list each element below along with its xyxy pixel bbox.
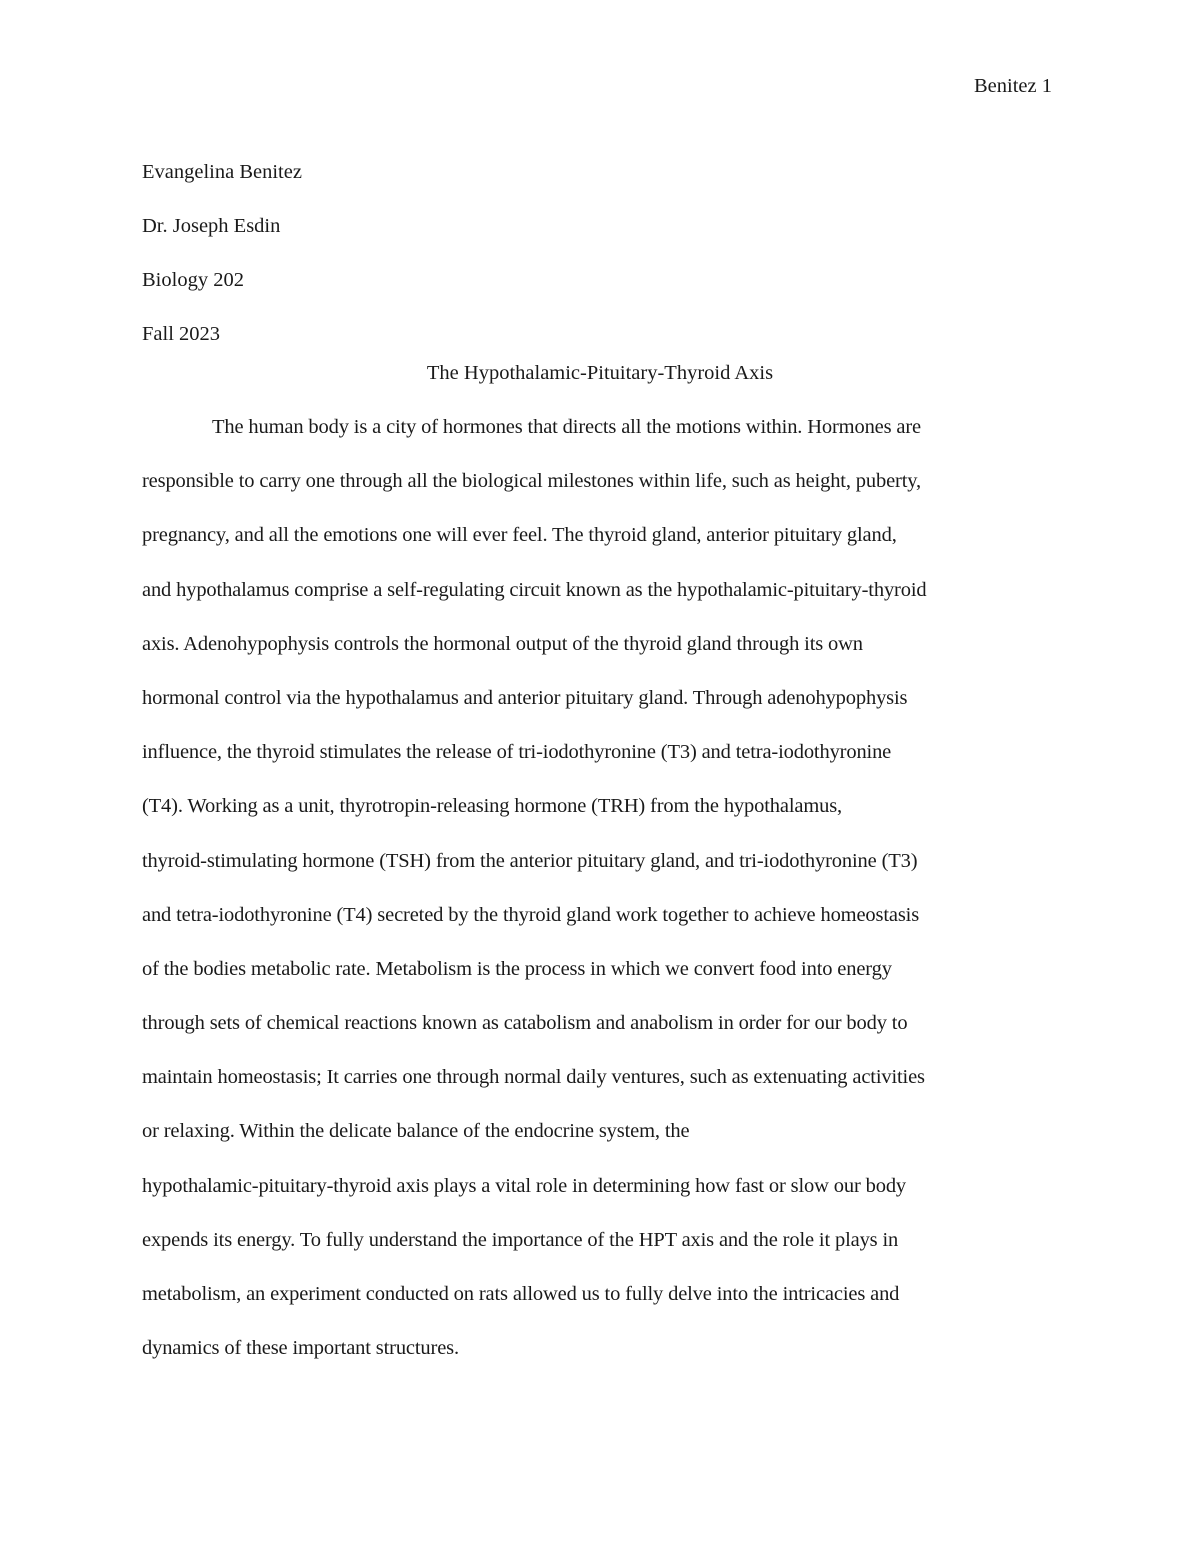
paragraph-line: thyroid-stimulating hormone (TSH) from the anterior pituitary gland, and tri-iodothyronine (T3) xyxy=(142,849,918,872)
course-name: Biology 202 xyxy=(142,269,244,291)
student-name: Evangelina Benitez xyxy=(142,161,302,183)
paragraph-line: dynamics of these important structures. xyxy=(142,1337,459,1360)
paragraph-line: and tetra-iodothyronine (T4) secreted by the thyroid gland work together to achieve homeostasis xyxy=(142,903,920,926)
paragraph-line: expends its energy. To fully understand the importance of the HPT axis and the role it plays in xyxy=(142,1228,899,1251)
paragraph-line: through sets of chemical reactions known as catabolism and anabolism in order for our body to xyxy=(142,1012,908,1035)
paragraph-line: influence, the thyroid stimulates the release of tri-iodothyronine (T3) and tetra-iodothyronine xyxy=(142,741,892,764)
paragraph-line: metabolism, an experiment conducted on rats allowed us to fully delve into the intricacies and xyxy=(142,1283,900,1305)
paragraph-line: maintain homeostasis; It carries one through normal daily ventures, such as extenuating activities xyxy=(142,1066,925,1089)
term-date: Fall 2023 xyxy=(142,323,221,345)
paragraph-line: responsible to carry one through all the biological milestones within life, such as height, puberty, xyxy=(142,470,922,493)
paragraph-line: of the bodies metabolic rate. Metabolism is the process in which we convert food into energy xyxy=(142,957,892,980)
paragraph-line: hormonal control via the hypothalamus and anterior pituitary gland. Through adenohypophysis xyxy=(142,686,908,709)
paragraph-line: pregnancy, and all the emotions one will ever feel. The thyroid gland, anterior pituitary gland, xyxy=(142,524,897,547)
paragraph-line: (T4). Working as a unit, thyrotropin-releasing hormone (TRH) from the hypothalamus, xyxy=(142,795,843,818)
paragraph-line: and hypothalamus comprise a self-regulating circuit known as the hypothalamic-pituitary-thyroid xyxy=(142,578,927,601)
document-title: The Hypothalamic-Pituitary-Thyroid Axis xyxy=(426,362,774,384)
paragraph-line: or relaxing. Within the delicate balance of the endocrine system, the xyxy=(142,1120,690,1143)
mla-heading xyxy=(142,145,1058,361)
paragraph-line: The human body is a city of hormones that directs all the motions within. Hormones are xyxy=(212,416,922,438)
running-header-page-number: Benitez 1 xyxy=(974,75,1052,97)
body-paragraph xyxy=(142,400,1060,1375)
instructor-name: Dr. Joseph Esdin xyxy=(142,215,281,237)
paragraph-line: axis. Adenohypophysis controls the hormonal output of the thyroid gland through its own xyxy=(142,632,863,655)
paragraph-line: hypothalamic-pituitary-thyroid axis plays a vital role in determining how fast or slow our body xyxy=(142,1174,907,1197)
